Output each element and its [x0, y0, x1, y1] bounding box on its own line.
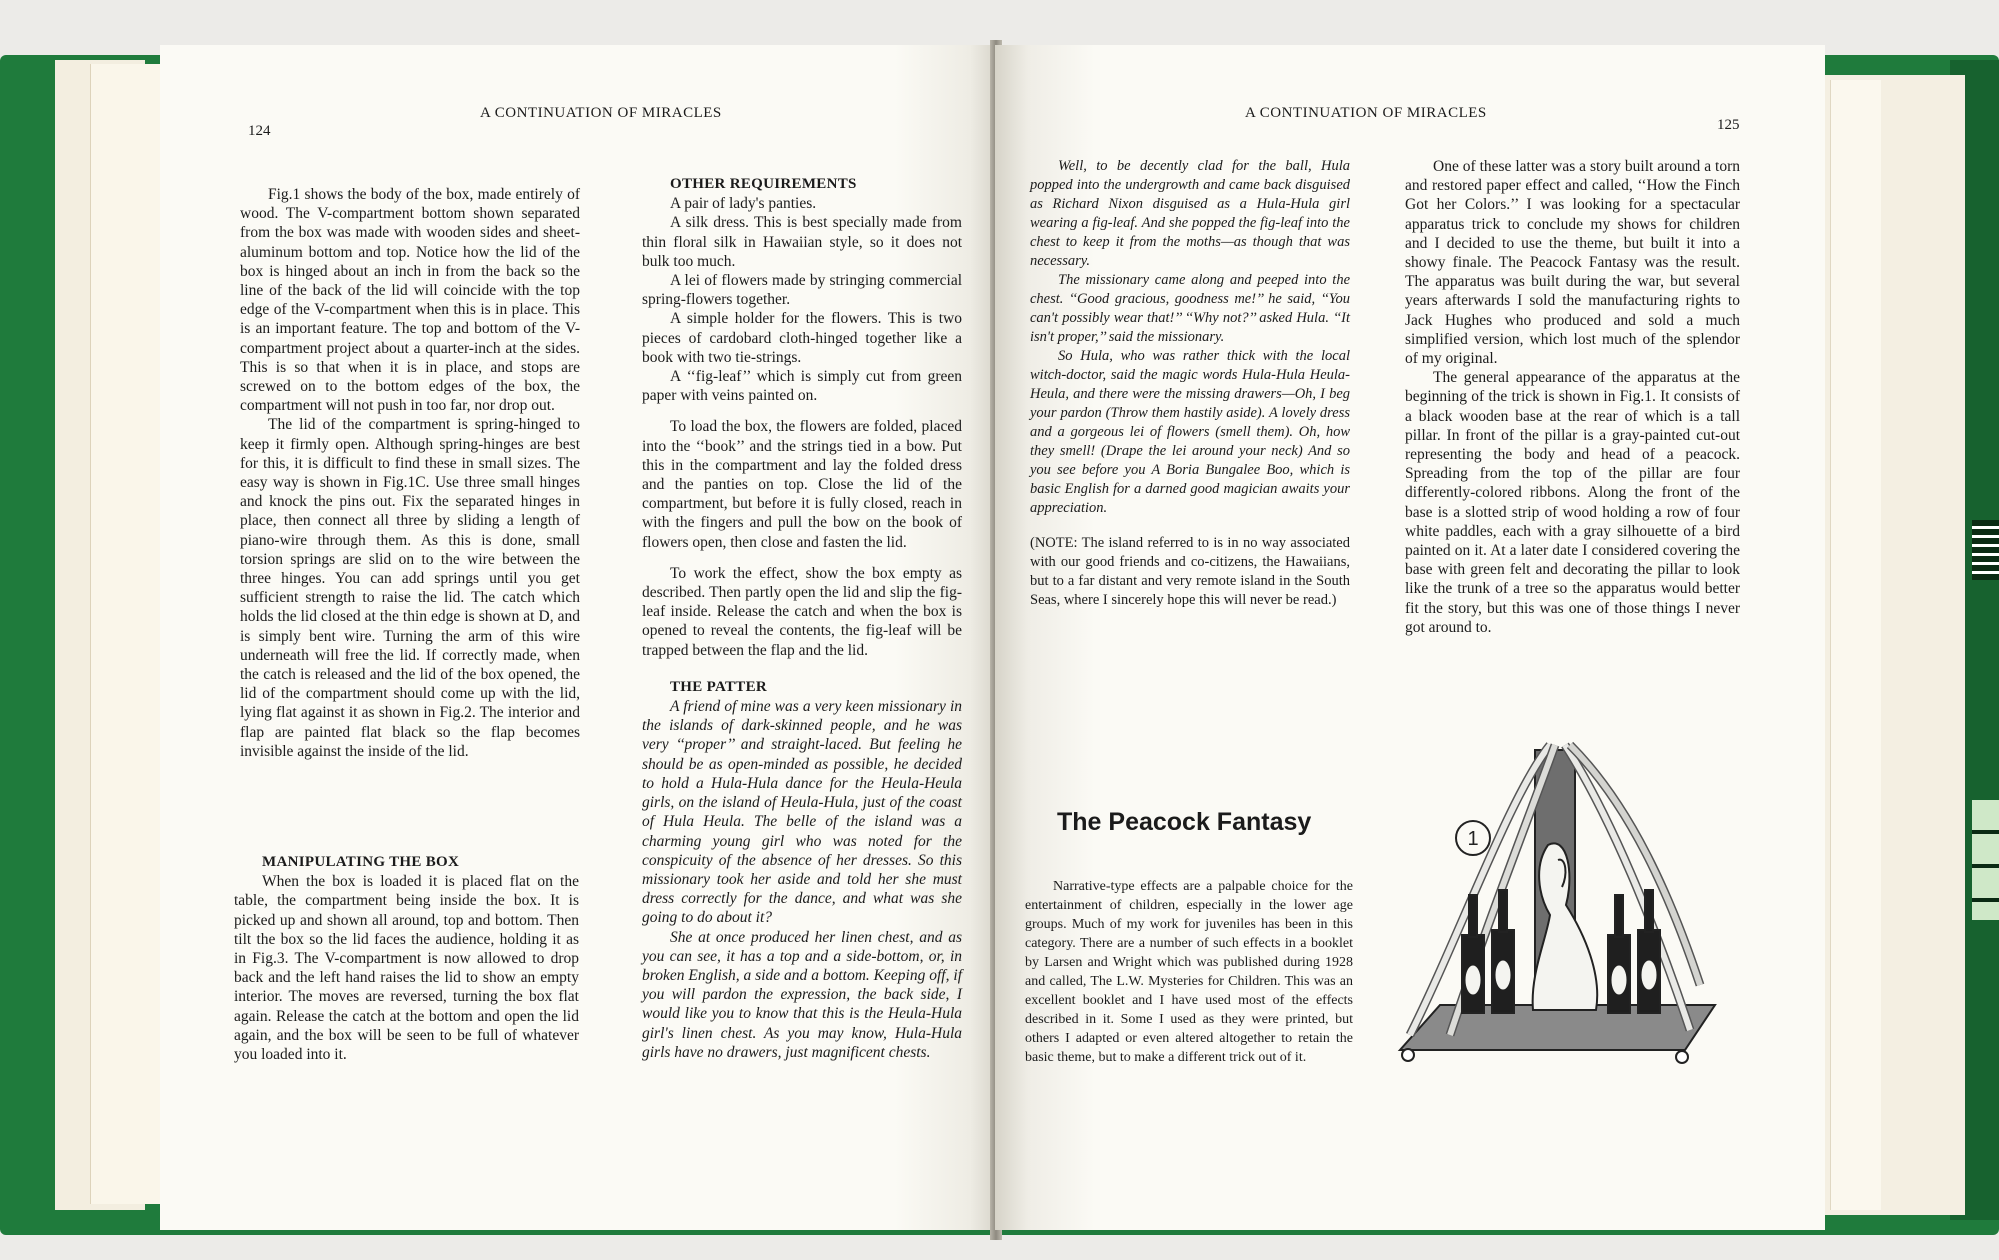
running-head-left: A CONTINUATION OF MIRACLES — [480, 105, 722, 121]
paragraph: To work the effect, show the box empty as described. Then partly open the lid and slip the fig-leaf inside. Release the catch and when the box is opened to reveal the contents, the fig-leaf will be trapped between the flap and the lid. — [642, 564, 962, 659]
requirement-item: A ‘‘fig-leaf’’ which is simply cut from green paper with veins painted on. — [642, 368, 962, 405]
requirement-item: A silk dress. This is best specially made from thin floral silk in Hawaiian style, so it does not bulk too much. — [642, 214, 962, 270]
left-page-stack-inner — [90, 64, 161, 1204]
patter-paragraph: A friend of mine was a very keen missionary in the islands of dark-skinned people, and he was very ‘‘proper’’ and straight-laced. But feeling he should be as open-minded as possible, he decided to hold a Hula-Hula dance for the Heula-Heula girls, on the island of Heula-Hula, just of the coast of Hula Heula. The belle of the island was a charming young girl who was noted for the conspicuity of the absence of her dresses. So this missionary took her aside and told her she must dress correctly for the dance, and what was she going to do about it? — [642, 698, 962, 927]
note-paragraph: (NOTE: The island referred to is in no way associated with our good friends and co-citizens, the Hawaiians, but to a far distant and very remote island in the South Seas, where I sincerely hope this will never be read.) — [1030, 535, 1350, 608]
paragraph: To load the box, the flowers are folded, placed into the ‘‘book’’ and the strings tied in a bow. Put this in the compartment and lay the folded dress and the panties on top. Close the lid of the compartment, but before it is fully closed, reach in with the fingers and pull the bow on the book of flowers open, then close and fasten the lid. — [642, 418, 962, 551]
patter-paragraph: She at once produced her linen chest, and as you can see, it has a top and a side-bottom, or, in broken English, a side and a bottom. Keeping off, if you will pardon the expression, the back side, I would like you to know that this is the Heula-Hula girl's linen chest. As you may know, Hula-Hula girls have no drawers, just magnificent chests. — [642, 928, 962, 1061]
requirement-item: A simple holder for the flowers. This is two pieces of cardobard cloth-hinged together like a book with two tie-strings. — [642, 310, 962, 366]
paragraph: The lid of the compartment is spring-hinged to keep it firmly open. Although spring-hinges are best for this, it is difficult to find these in small sizes. The easy way is shown in Fig.1C. Use three small hinges and knock the pins out. Fix the separated hinges in place, then connect all three by sliding a length of piano-wire through them. As this is done, small torsion springs are slid on to the wire between the three hinges. You can add springs until you get sufficient strength to raise the lid. The catch which holds the lid closed at the thin edge is shown at D, and is simply bent wire. Turning the arm of this wire underneath will free the lid. If correctly made, when the catch is released and the lid of the box opened, the lid of the compartment should come up with the lid, lying flat against it as shown in Fig.2. The interior and flap are painted flat black so the flap becomes invisible against the inside of the lid. — [240, 416, 580, 760]
story-paragraph: The missionary came along and peeped into the chest. ‘‘Good gracious, goodness me!’’ he said, ‘‘You can't possibly wear that!’’ ‘‘Why not?’’ asked Hula. ‘‘It isn't proper,’’ said the missionary. — [1030, 272, 1350, 345]
left-page — [160, 45, 995, 1230]
left-column-2 — [642, 175, 962, 1062]
story-paragraph: So Hula, who was rather thick with the local witch-doctor, said the magic words Hula-Hula Heula-Heula, and there were the missing drawers—Oh, I beg your pardon (Throw them hastily aside). A lovely dress and a gorgeous lei of flowers (smell them). Oh, how they smell! (Drape the lei around your neck) And so you see before you A Boria Bungalee Boo, which is basic English for a darned good magician awaits your appreciation. — [1030, 348, 1350, 516]
paragraph: The general appearance of the apparatus at the beginning of the trick is shown in Fig.1. It consists of a black wooden base at the rear of which is a tall pillar. In front of the pillar is a gray-painted cut-out representing the body and head of a peacock. Spreading from the top of the pillar are four differently-colored ribbons. Along the front of the base is a slotted strip of wood holding a row of four white paddles, each with a gray silhouette of a bird painted on it. At a later date I considered covering the base with green felt and decorating the pillar to look like the trunk of a tree so the apparatus would better fit the story, but this was one of those things I never got around to. — [1405, 369, 1740, 636]
paragraph: One of these latter was a story built around a torn and restored paper effect and called, ‘‘How the Finch Got her Colors.’’ I was looking for a spectacular apparatus trick to conclude my shows for children and I decided to use the theme, but built it into a showy finale. The Peacock Fantasy was the result. The apparatus was built during the war, but several years afterwards I sold the manufacturing rights to Jack Hughes who produced and sold a much simplified version, which lost much of the splendor of my original. — [1405, 158, 1740, 368]
manipulating-section — [234, 853, 579, 1064]
section-heading: THE PATTER — [670, 678, 768, 695]
right-column-2 — [1405, 157, 1740, 637]
left-column-1 — [240, 185, 580, 761]
running-head-right: A CONTINUATION OF MIRACLES — [1245, 105, 1487, 121]
page-number-right: 125 — [1717, 117, 1740, 133]
page-number-left: 124 — [248, 123, 271, 139]
requirement-item: A lei of flowers made by stringing commercial spring-flowers together. — [642, 272, 962, 309]
requirement-item: A pair of lady's panties. — [670, 195, 817, 213]
shelf-stripes — [1972, 520, 1999, 580]
right-page-stack-inner — [1830, 80, 1881, 1210]
section-heading: MANIPULATING THE BOX — [262, 854, 460, 870]
right-column-1 — [1030, 157, 1350, 610]
right-page — [995, 45, 1825, 1230]
paragraph: Narrative-type effects are a palpable choice for the entertainment of children, especially in the lower age groups. Much of my work for juveniles has been in this category. There are a number of such effects in a booklet by Larsen and Wright which was published during 1928 and called, The L.W. Mysteries for Children. This was an excellent booklet and I have used most of the effects described in it. Some I used as they were printed, but others I adapted or even altered altogether to retain the basic theme, but to make a different trick out of it. — [1025, 879, 1353, 1065]
shelf-stripes-lower — [1972, 800, 1999, 920]
section-heading: OTHER REQUIREMENTS — [670, 176, 857, 192]
section-title: The Peacock Fantasy — [1057, 808, 1312, 836]
story-paragraph: Well, to be decently clad for the ball, Hula popped into the undergrowth and came back disguised as Richard Nixon disguised as a Hula-Hula girl wearing a fig-leaf. And she popped the fig-leaf into the chest to keep it from the moths—as though that was necessary. — [1030, 158, 1350, 269]
figure-label: 1 — [1467, 828, 1479, 850]
paragraph: Fig.1 shows the body of the box, made entirely of wood. The V-compartment bottom shown separated from the box was made with wooden sides and sheet-aluminum bottom and top. Notice how the lid of the box is hinged about an inch in from the back so the line of the back of the lid will coincide with the top edge of the V-compartment when this is in place. This is an important feature. The top and bottom of the V-compartment project about a quarter-inch at the sides. This is so that when it is in place, and stops are screwed on to the bottom edges of the box, the compartment will not push in too far, nor drop out. — [240, 186, 580, 415]
intro-text — [1025, 877, 1353, 1067]
peacock-apparatus-illustration — [1370, 735, 1770, 1075]
paragraph: When the box is loaded it is placed flat on the table, the compartment being inside the box. It is picked up and shown all around, top and bottom. Then tilt the box so the lid faces the audience, holding it as in Fig.3. The V-compartment is now allowed to drop back and the left hand raises the lid to show an empty interior. The moves are reversed, turning the box flat again. Release the catch at the bottom and open the lid again, and the box will be seen to be full of whatever you loaded into it. — [234, 873, 579, 1064]
